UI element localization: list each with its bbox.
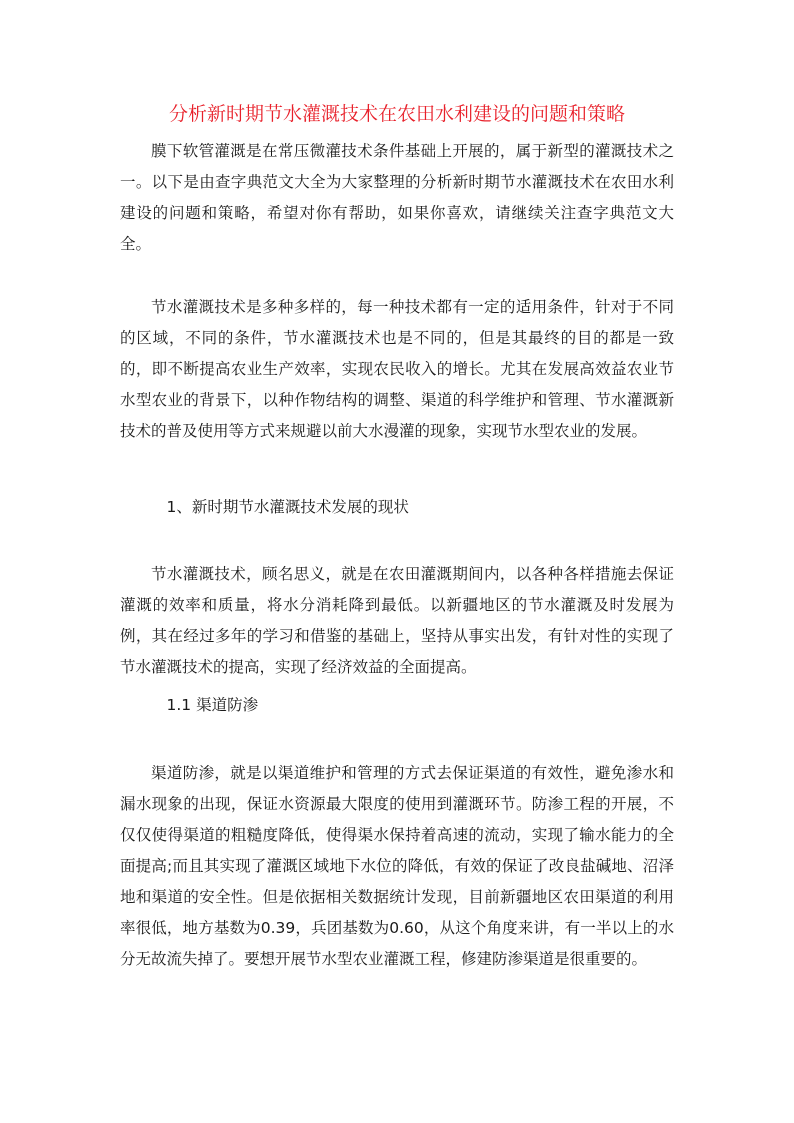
section-heading-1-1: 1.1 渠道防渗 bbox=[166, 696, 259, 714]
body-paragraph-2: 节水灌溉技术，顾名思义，就是在农田灌溉期间内，以各种各样措施去保证灌溉的效率和质量，将水分消耗降到最低。以新疆地区的节水灌溉及时发展为例，其在经过多年的学习和借鉴的基础上，坚持从事实出发，有针对性的实现了节水灌溉技术的提高，实现了经济效益的全面提高。 bbox=[120, 565, 674, 676]
body-paragraph-1: 节水灌溉技术是多种多样的，每一种技术都有一定的适用条件，针对于不同的区域，不同的条件，节水灌溉技术也是不同的，但是其最终的目的都是一致的，即不断提高农业生产效率，实现农民收入的增长。尤其在发展高效益农业节水型农业的背景下，以种作物结构的调整、渠道的科学维护和管理、节水灌溉新技术的普及使用等方式来规避以前大水漫灌的现象，实现节水型农业的发展。 bbox=[120, 298, 674, 440]
section-heading-1: 1、新时期节水灌溉技术发展的现状 bbox=[166, 498, 409, 516]
body-paragraph-3: 渠道防渗，就是以渠道维护和管理的方式去保证渠道的有效性，避免渗水和漏水现象的出现，保证水资源最大限度的使用到灌溉环节。防渗工程的开展，不仅仅使得渠道的粗糙度降低，使得渠水保持着高速的流动，实现了输水能力的全面提高;而且其实现了灌溉区域地下水位的降低，有效的保证了改良盐碱地、沼泽地和渠道的安全性。但是依据相关数据统计发现，目前新疆地区农田渠道的利用率很低，地方基数为0.39，兵团基数为0.60，从这个角度来讲，有一半以上的水分无故流失掉了。要想开展节水型农业灌溉工程，修建防渗渠道是很重要的。 bbox=[120, 764, 674, 968]
intro-paragraph: 膜下软管灌溉是在常压微灌技术条件基础上开展的，属于新型的灌溉技术之一。以下是由查字典范文大全为大家整理的分析新时期节水灌溉技术在农田水利建设的问题和策略，希望对你有帮助，如果你喜欢，请继续关注查字典范文大全。 bbox=[120, 142, 674, 253]
document-title: 分析新时期节水灌溉技术在农田水利建设的问题和策略 bbox=[168, 103, 625, 125]
